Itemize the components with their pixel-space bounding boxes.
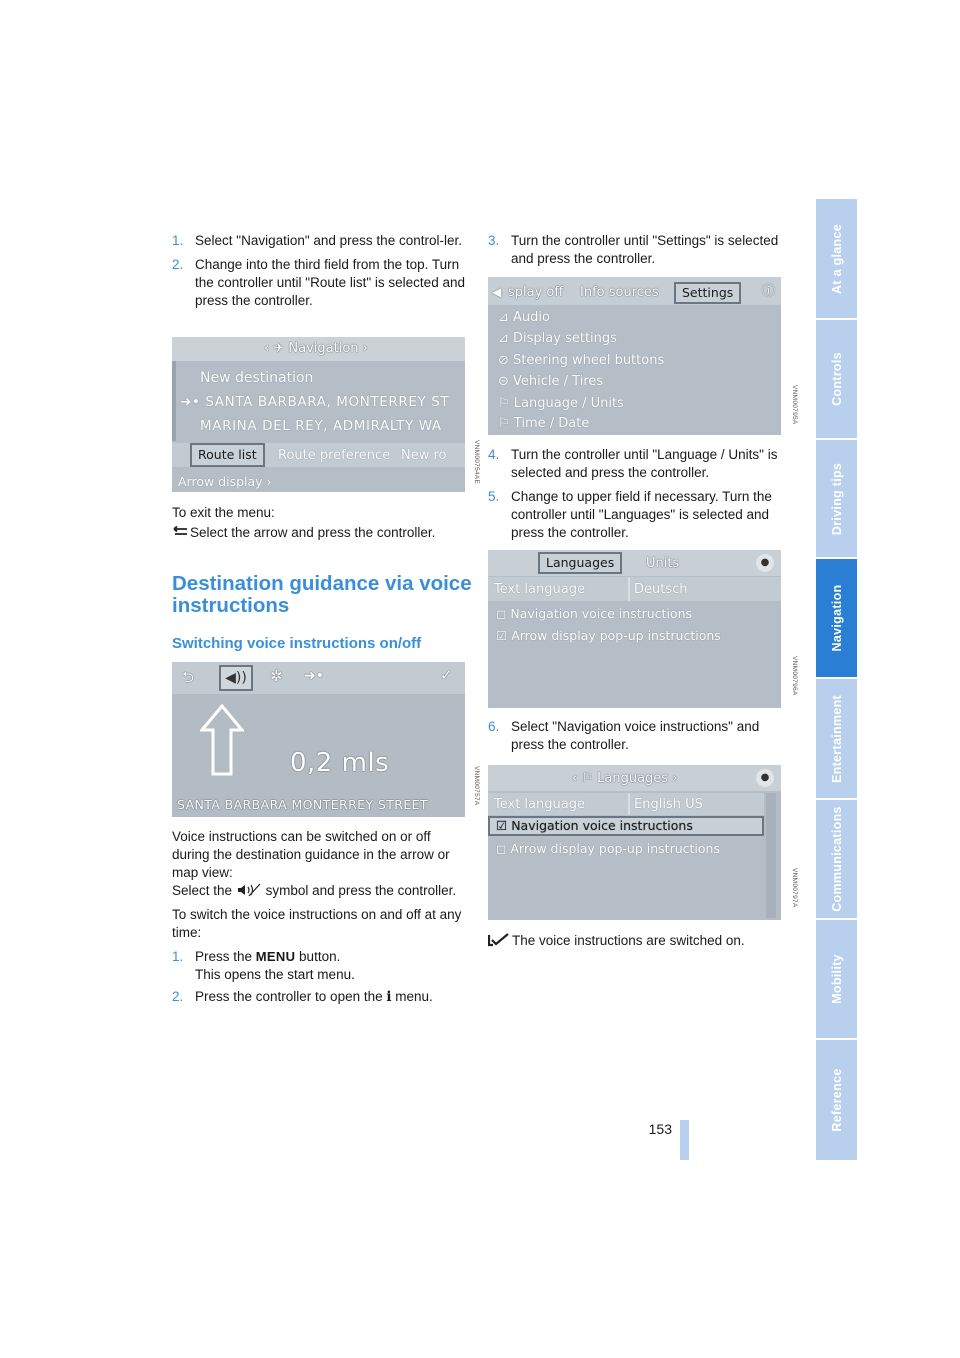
exit-label: To exit the menu: <box>172 505 275 520</box>
text-language-label: Text language <box>494 797 585 812</box>
steps-4-5 <box>488 446 783 548</box>
section-title: Destination guidance via voice instructions <box>172 572 472 617</box>
nav-footer-label: Arrow display <box>178 474 263 489</box>
step-3 <box>488 232 783 274</box>
menu-key-icon: MENU <box>255 949 296 964</box>
image-code: VNM00797A <box>791 868 798 908</box>
chapter-sidebar <box>816 199 857 1160</box>
image-code: VNM00796A <box>791 656 798 696</box>
audio-icon: ⊿ <box>498 310 514 325</box>
voice-para-b <box>172 882 467 900</box>
checkbox-checked-icon: ☑ <box>496 628 512 643</box>
switch-intro: To switch the voice instructions on and off at any time: <box>172 907 462 940</box>
image-code: VNM00757A <box>473 766 480 806</box>
tab-label: Communications <box>829 806 844 912</box>
display-icon: ⊿ <box>498 331 514 346</box>
destination-flag-icon: ➜• <box>180 394 206 410</box>
option-label: Navigation voice instructions <box>510 606 693 621</box>
vehicle-icon: ⊝ <box>498 374 514 389</box>
step-text: button. <box>299 949 341 964</box>
checkbox-checked-icon: ☑ <box>496 818 512 833</box>
step-number: 2. <box>172 257 184 272</box>
tab-display-off[interactable]: splay off <box>508 285 564 300</box>
tab-mobility[interactable] <box>816 920 857 1038</box>
result-line <box>488 932 783 952</box>
tab-units[interactable]: Units <box>646 556 680 571</box>
step-text: Press the <box>195 949 253 964</box>
nav-row-text: SANTA BARBARA, MONTERREY ST <box>205 394 450 410</box>
step-text: Turn the controller until "Settings" is selected and press the controller. <box>511 233 779 266</box>
exit-block <box>172 504 467 548</box>
scrollbar[interactable] <box>766 793 776 918</box>
step-number: 6. <box>488 719 500 734</box>
steering-wheel-icon: ⊘ <box>498 353 514 368</box>
tab-driving-tips[interactable] <box>816 440 857 557</box>
page-number-bar <box>680 1120 689 1160</box>
tab-route-preference[interactable]: Route preference <box>278 448 391 463</box>
step-number: 4. <box>488 447 500 462</box>
step-text: Change into the third field from the top. Turn the controller until "Route list" is selected and press the controller. <box>195 257 465 308</box>
languages-screen <box>488 550 781 708</box>
step-1-top <box>172 232 467 250</box>
step-number: 3. <box>488 233 500 248</box>
step-text: Change to upper field if necessary. Turn the controller until "Languages" is selected and press the controller. <box>511 489 772 540</box>
exit-line <box>172 524 467 542</box>
left-column <box>172 232 467 316</box>
option-row[interactable] <box>496 627 721 645</box>
street-name: SANTA BARBARA MONTERREY STREET <box>177 797 428 812</box>
settings-row[interactable] <box>498 395 624 413</box>
image-code: VNM00754AE <box>473 440 480 485</box>
tab-route-list[interactable]: Route list <box>190 443 265 467</box>
speaker-off-icon <box>236 883 262 897</box>
checkbox-icon: ◻ <box>496 841 511 856</box>
settings-row[interactable] <box>498 330 617 348</box>
option-label: Navigation voice instructions <box>511 818 693 833</box>
step-number: 1. <box>172 949 184 964</box>
nav-header: ‹ ✈ Navigation › <box>264 341 368 356</box>
settings-row[interactable] <box>498 415 589 433</box>
text-language-value[interactable]: English US <box>634 797 703 812</box>
step-text: Turn the controller until "Language / Units" is selected and press the controller. <box>511 447 778 480</box>
tab-label: Reference <box>829 1068 844 1132</box>
settings-screen <box>488 277 781 435</box>
option-row[interactable] <box>496 840 720 858</box>
tab-label: Controls <box>829 352 844 406</box>
check-icon[interactable]: ✓ <box>440 666 453 684</box>
tab-controls[interactable] <box>816 320 857 438</box>
tab-communications[interactable] <box>816 800 857 918</box>
nav-header-label: Navigation <box>288 341 359 356</box>
joystick-icon: ● <box>756 554 774 572</box>
voice-text-block <box>172 828 467 1012</box>
option-row-selected[interactable] <box>496 817 693 835</box>
voice-para-b-post: symbol and press the controller. <box>265 883 457 898</box>
tab-label: At a glance <box>829 223 844 294</box>
step-text: menu. <box>395 989 433 1004</box>
joystick-icon: ● <box>756 769 774 787</box>
nav-row[interactable]: MARINA DEL REY, ADMIRALTY WA <box>200 418 442 434</box>
text-language-value[interactable]: Deutsch <box>634 582 688 597</box>
exit-text: Select the arrow and press the controller. <box>190 525 436 540</box>
settings-row[interactable] <box>498 373 603 391</box>
navigation-screen <box>172 337 465 492</box>
back-icon[interactable]: ⮌ <box>182 668 195 686</box>
tab-languages[interactable]: Languages <box>538 552 622 574</box>
voice-para-b-pre: Select the <box>172 883 233 898</box>
checkbox-icon: ◻ <box>496 606 511 621</box>
nav-row[interactable] <box>180 393 449 411</box>
nav-footer[interactable]: Arrow display › <box>178 474 272 489</box>
step-2-bottom <box>172 988 467 1006</box>
tab-label: Navigation <box>829 584 844 652</box>
step-text: This opens the start menu. <box>195 967 355 982</box>
step-number: 2. <box>172 989 184 1004</box>
settings-row-label: Display settings <box>513 331 617 346</box>
result-text: The voice instructions are switched on. <box>512 933 745 948</box>
languages-header: ‹ ⚐ Languages › <box>572 771 678 786</box>
text-language-label: Text language <box>494 582 585 597</box>
flag-icon: ⚐ <box>498 396 514 411</box>
step-number: 1. <box>172 233 184 248</box>
option-row[interactable] <box>496 605 692 623</box>
map-icon[interactable]: ✲ <box>270 667 283 685</box>
flag-icon: ⚐ <box>581 771 593 786</box>
option-label: Arrow display pop-up instructions <box>510 841 720 856</box>
tab-info-sources[interactable]: Info sources <box>580 285 659 300</box>
settings-row-label: Steering wheel buttons <box>513 353 665 368</box>
tab-settings[interactable]: Settings <box>674 282 741 304</box>
languages-screen-selected <box>488 765 781 920</box>
voice-para-a: Voice instructions can be switched on or off during the destination guidance in the arrow or map view: <box>172 829 450 880</box>
info-icon[interactable]: ⓘ <box>762 284 776 299</box>
step-number: 5. <box>488 489 500 504</box>
settings-row-label: Audio <box>513 310 550 325</box>
settings-row-label: Vehicle / Tires <box>513 374 604 389</box>
clock-icon: ⚐ <box>498 416 514 431</box>
languages-header-label: Languages <box>597 771 669 786</box>
voice-toggle-icon[interactable]: ◀)) <box>219 665 253 691</box>
step-2-top <box>172 256 467 310</box>
subsection-title: Switching voice instructions on/off <box>172 635 422 652</box>
distance: 0,2 mls <box>290 748 390 778</box>
checkmark-icon <box>488 933 512 952</box>
step-text: Select "Navigation" and press the control-ler. <box>195 233 462 248</box>
arrow-display-screen <box>172 662 465 817</box>
destination-icon[interactable]: ➜• <box>304 668 324 684</box>
option-label: Arrow display pop-up instructions <box>511 628 721 643</box>
settings-row[interactable] <box>498 352 664 370</box>
tab-entertainment[interactable] <box>816 679 857 798</box>
page-number: 153 <box>648 1121 672 1137</box>
tab-reference[interactable] <box>816 1040 857 1160</box>
step-text: Select "Navigation voice instructions" and press the controller. <box>511 719 760 752</box>
tab-label: Driving tips <box>829 462 844 535</box>
settings-row-label: Language / Units <box>513 396 624 411</box>
tab-new-route[interactable]: New ro <box>401 448 447 463</box>
tab-at-a-glance[interactable] <box>816 199 857 318</box>
tab-label: Entertainment <box>829 694 844 783</box>
step-text: Press the controller to open the <box>195 989 383 1004</box>
tab-label: Mobility <box>829 954 844 1004</box>
image-code: VNM00795A <box>791 385 798 425</box>
settings-row[interactable] <box>498 309 550 327</box>
info-icon: i <box>386 989 392 1005</box>
step-1-bottom <box>172 948 467 984</box>
tab-navigation[interactable] <box>816 559 857 677</box>
settings-row-label: Time / Date <box>513 416 590 431</box>
nav-row[interactable]: New destination <box>200 370 314 386</box>
route-icon: ✈ <box>273 341 285 356</box>
step-6 <box>488 718 783 760</box>
direction-arrow-icon <box>200 704 244 781</box>
left-arrow-icon[interactable]: ◀ <box>492 285 502 299</box>
back-arrow-icon <box>172 524 190 542</box>
